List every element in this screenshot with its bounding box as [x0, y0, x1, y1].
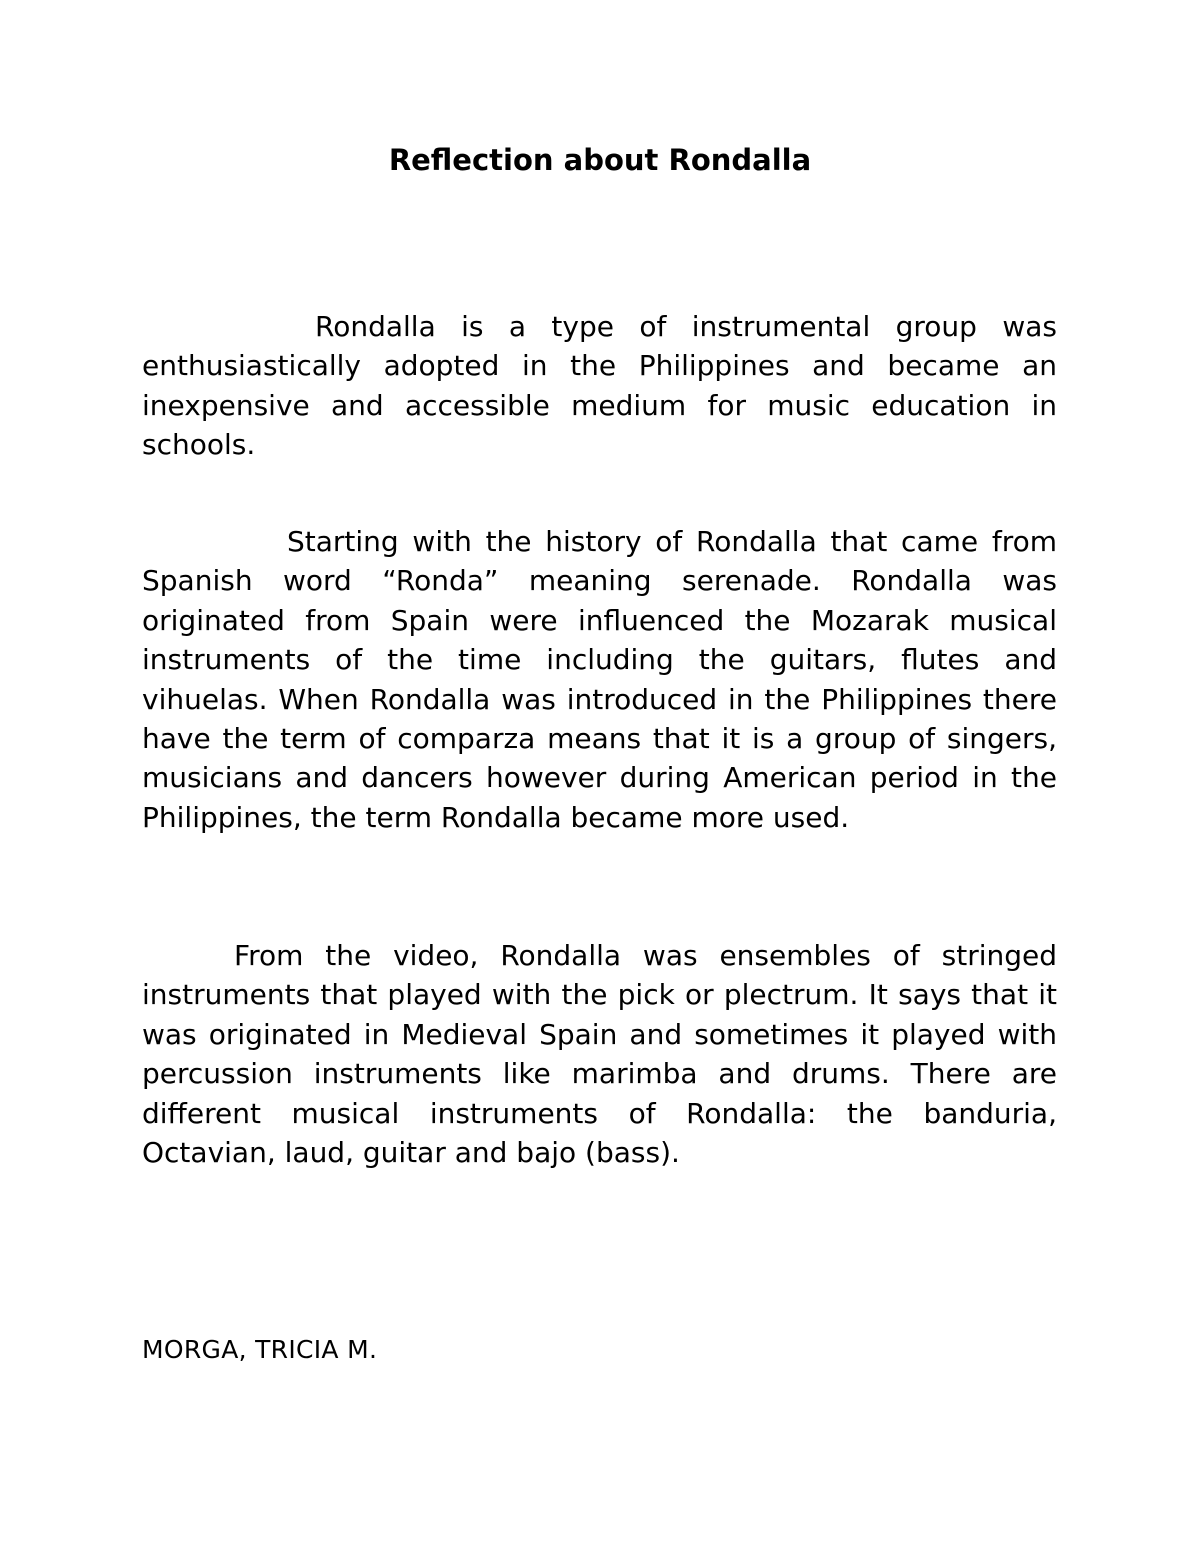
document-title: Reflection about Rondalla [388, 143, 812, 177]
author-name: MORGA, TRICIA M. [142, 1335, 378, 1364]
paragraph-history: Starting with the history of Rondalla that came from Spanish word “Ronda” meaning serenade. Rondalla was originated from Spain were influenced the Mozarak musical instruments of the time including the guitars, flutes and vihuelas. When Rondalla was introduced in the Philippines there have the term of comparza means that it is a group of singers, musicians and dancers however during American period in the Philippines, the term Rondalla became more used. [142, 525, 1057, 834]
paragraph-intro: Rondalla is a type of instrumental group was enthusiastically adopted in the Philippines and became an inexpensive and accessible medium for music education in schools. [142, 310, 1057, 462]
paragraph-video: From the video, Rondalla was ensembles of stringed instruments that played with the pick or plectrum. It says that it was originated in Medieval Spain and sometimes it played with percussion instruments like marimba and drums. There are different musical instruments of Rondalla: the banduria, Octavian, laud, guitar and bajo (bass). [142, 939, 1057, 1170]
